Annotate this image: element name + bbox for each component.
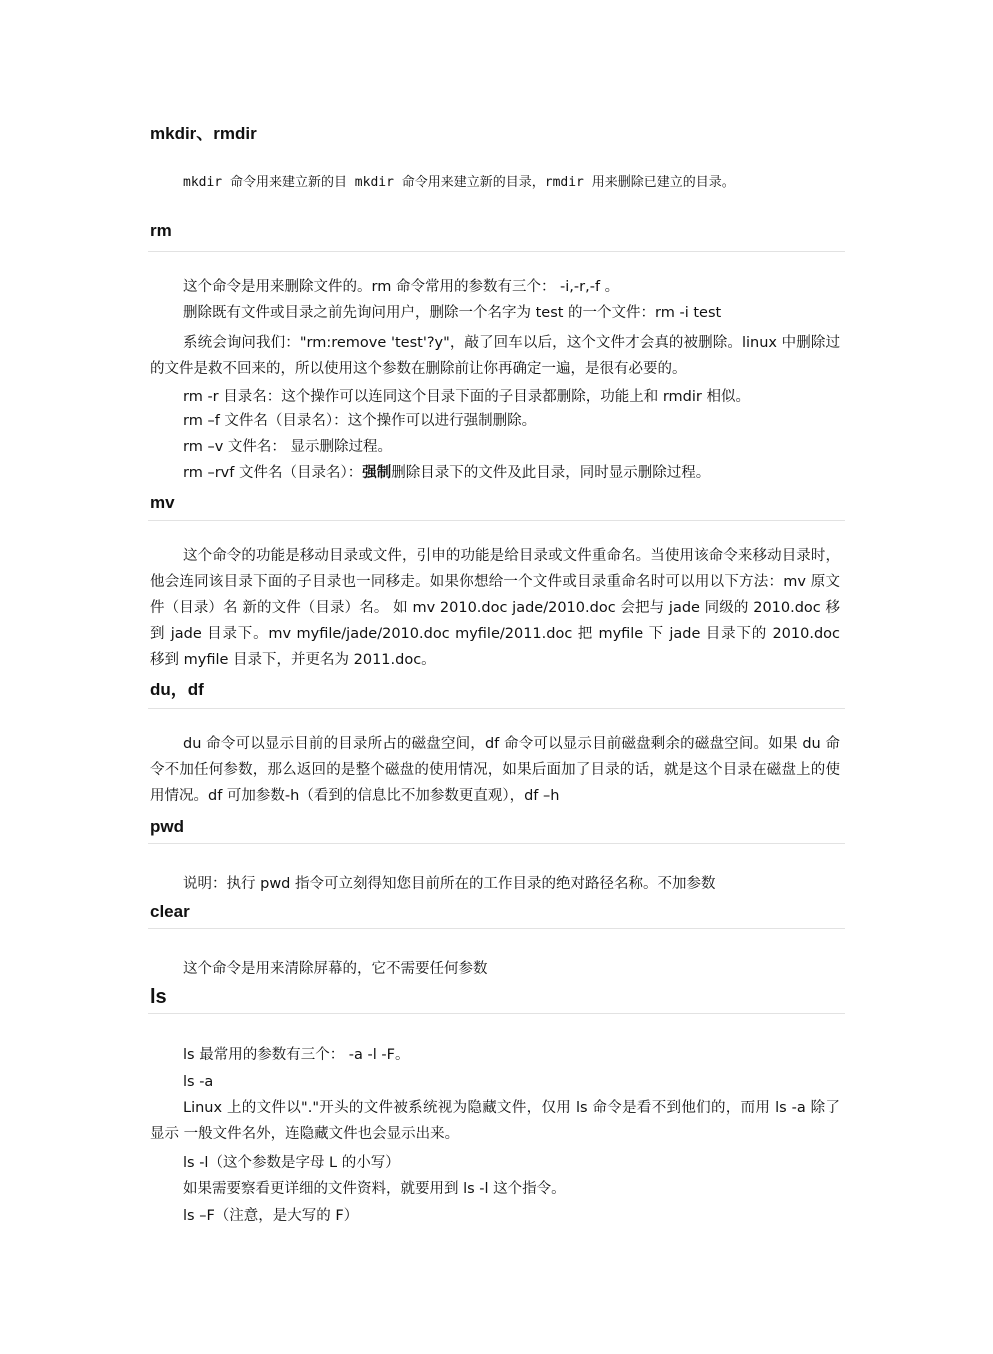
rm-line-verbose: rm –v 文件名： 显示删除过程。 [183, 439, 392, 455]
heading-ls: ls [150, 986, 167, 1008]
rm-rvf-suffix: 删除目录下的文件及此目录，同时显示删除过程。 [391, 465, 711, 481]
ls-line-l: ls -l（这个参数是字母 L 的小写） [183, 1155, 400, 1171]
ls-line-F: ls –F（注意，是大写的 F） [183, 1208, 359, 1224]
ls-paragraph-hidden: Linux 上的文件以"."开头的文件被系统视为隐藏文件，仅用 ls 命令是看不到他们的，而用 ls -a 除了显示 一般文件名外，连隐藏文件也会显示出来。 [150, 1100, 840, 1142]
heading-rm: rm [150, 221, 172, 240]
clear-description: 这个命令是用来清除屏幕的，它不需要任何参数 [183, 961, 488, 977]
rm-line-params: 这个命令是用来删除文件的。rm 命令常用的参数有三个： -i,-r,-f 。 [183, 279, 620, 295]
heading-du-df: du，df [150, 680, 204, 699]
heading-mv: mv [150, 493, 175, 512]
rm-line-rvf [183, 460, 710, 486]
mkdir-description: mkdir 命令用来建立新的目 mkdir 命令用来建立新的目录，rmdir 用来删除已建立的目录。 [183, 175, 735, 190]
mv-paragraph: 这个命令的功能是移动目录或文件，引申的功能是给目录或文件重命名。当使用该命令来移动目录时，他会连同该目录下面的子目录也一同移走。如果你想给一个文件或目录重命名时可以用以下方法：mv 原文件（目录）名 新的文件（目录）名。 如 mv 2010.doc jade/2010.doc 会把与 jade 同级的 2010.doc 移到 jade 目录下。mv myfile/jade/2010.doc myfile/2011.doc 把 myfile 下 jade 目录下的 2010.doc 移到 myfile 目录下，并更名为 2011.doc。 [150, 548, 840, 668]
rm-rvf-prefix: rm –rvf 文件名（目录名）： [183, 465, 363, 481]
du-df-paragraph: du 命令可以显示目前的目录所占的磁盘空间，df 命令可以显示目前磁盘剩余的磁盘空间。如果 du 命令不加任何参数，那么返回的是整个磁盘的使用情况，如果后面加了目录的话，就是这个目录在磁盘上的使用情况。df 可加参数-h（看到的信息比不加参数更直观），df –h [150, 736, 840, 804]
rm-line-interactive: 删除既有文件或目录之前先询问用户，删除一个名字为 test 的一个文件：rm -i test [183, 305, 722, 321]
heading-pwd: pwd [150, 817, 184, 836]
ls-line-params: ls 最常用的参数有三个： -a -l -F。 [183, 1047, 410, 1063]
divider [148, 843, 845, 844]
divider [148, 251, 845, 252]
rm-line-recursive: rm -r 目录名：这个操作可以连同这个目录下面的子目录都删除，功能上和 rmdir 相似。 [183, 389, 750, 405]
divider [148, 520, 845, 521]
rm-paragraph-confirm: 系统会询问我们："rm:remove 'test'?y"，敲了回车以后，这个文件才会真的被删除。linux 中删除过的文件是救不回来的，所以使用这个参数在删除前让你再确定一遍，是很有必要的。 [150, 335, 840, 377]
ls-line-a: ls -a [183, 1074, 214, 1090]
heading-mkdir-rmdir: mkdir、rmdir [150, 124, 257, 143]
divider [148, 928, 845, 929]
heading-clear: clear [150, 902, 190, 921]
divider [148, 708, 845, 709]
pwd-description: 说明：执行 pwd 指令可立刻得知您目前所在的工作目录的绝对路径名称。不加参数 [183, 876, 716, 892]
rm-rvf-bold: 强制 [362, 465, 392, 481]
ls-line-detail: 如果需要察看更详细的文件资料，就要用到 ls -l 这个指令。 [183, 1181, 566, 1197]
rm-line-force: rm –f 文件名（目录名）：这个操作可以进行强制删除。 [183, 413, 537, 429]
divider [148, 1013, 845, 1014]
